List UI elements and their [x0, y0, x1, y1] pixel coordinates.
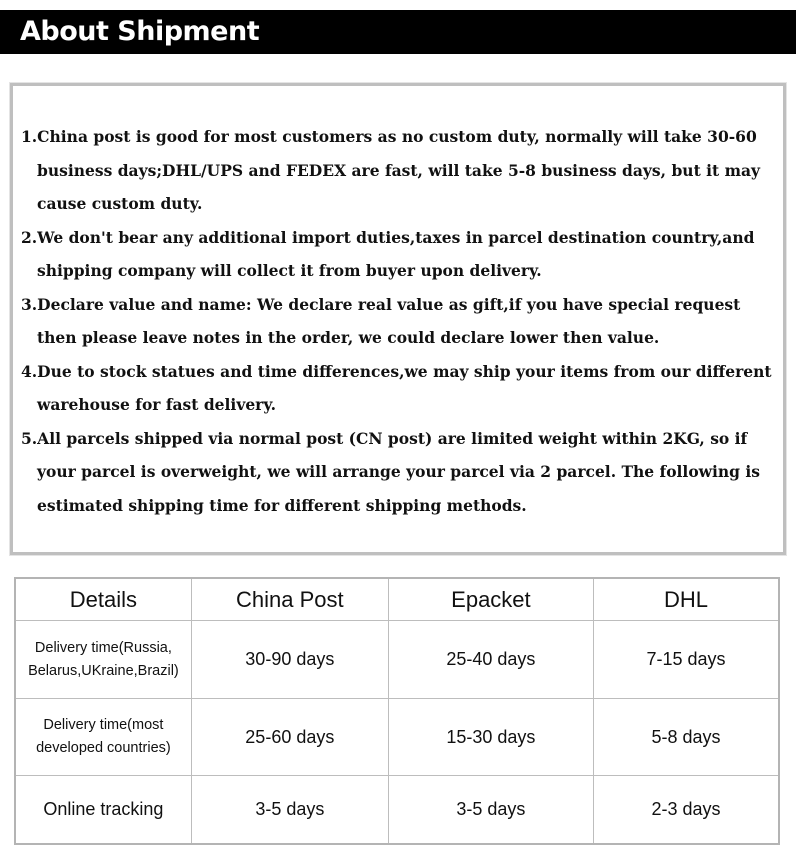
- table-row: [15, 776, 779, 845]
- note-item: 3.Declare value and name: We declare real value as gift,if you have special request then please leave notes in the order, we could declare lower then value.: [21, 294, 741, 347]
- table-cell: 5-8 days: [593, 699, 779, 776]
- shipping-time-table: [14, 577, 780, 845]
- table-cell: 7-15 days: [593, 621, 779, 699]
- note-item: 4.Due to stock statues and time differences,we may ship your items from our different warehouse for fast delivery.: [21, 361, 772, 414]
- header-details: Details: [15, 578, 191, 621]
- row-label: [15, 699, 191, 776]
- table-cell: 3-5 days: [388, 776, 593, 845]
- table-cell: 2-3 days: [593, 776, 779, 845]
- table-cell: 15-30 days: [388, 699, 593, 776]
- row-label-line: developed countries): [36, 740, 171, 756]
- row-label-line: Delivery time(most: [43, 717, 164, 733]
- table-cell: 3-5 days: [191, 776, 388, 845]
- row-label: [15, 621, 191, 699]
- section-title: About Shipment: [20, 16, 260, 47]
- note-item: 5.All parcels shipped via normal post (CN post) are limited weight within 2KG, so if your parcel is overweight, we will arrange your parcel via 2 parcel. The following is estimated shipping time for different shipping methods.: [21, 428, 761, 515]
- shipment-notes-box: [10, 83, 786, 555]
- header-china-post: China Post: [191, 578, 388, 621]
- row-label-line: Belarus,UKraine,Brazil): [28, 662, 179, 679]
- table-cell: 25-60 days: [191, 699, 388, 776]
- section-header-bar: [0, 10, 796, 54]
- table-cell: 30-90 days: [191, 621, 388, 699]
- note-item: 2.We don't bear any additional import duties,taxes in parcel destination country,and shipping company will collect it from buyer upon delivery.: [21, 227, 755, 280]
- notes-list: [21, 120, 773, 522]
- row-label: Online tracking: [15, 776, 191, 845]
- header-dhl: DHL: [593, 578, 779, 621]
- header-epacket: Epacket: [388, 578, 593, 621]
- table-cell: 25-40 days: [388, 621, 593, 699]
- note-item: 1.China post is good for most customers as no custom duty, normally will take 30-60 business days;DHL/UPS and FEDEX are fast, will take 5-8 business days, but it may cause custom duty.: [21, 127, 761, 213]
- table-header-row: [15, 578, 779, 621]
- table-row: [15, 621, 779, 699]
- row-label-line: Delivery time(Russia,: [34, 639, 172, 656]
- table-row: [15, 699, 779, 776]
